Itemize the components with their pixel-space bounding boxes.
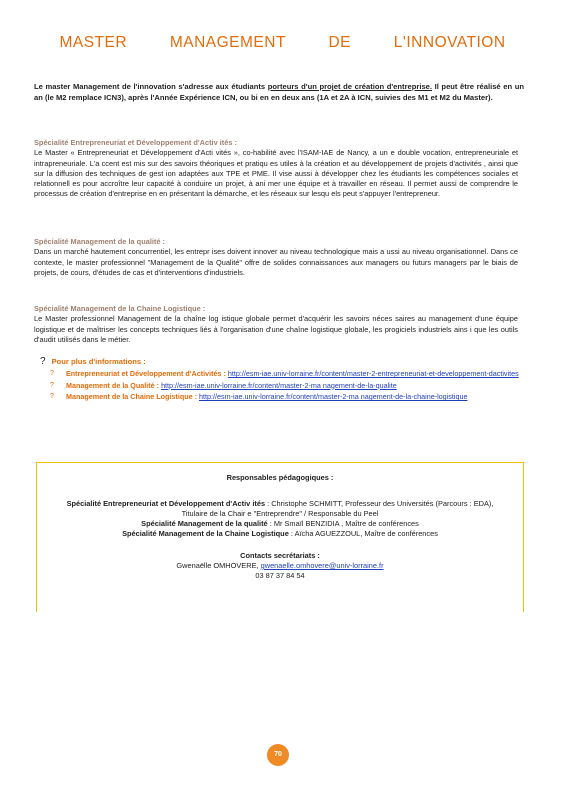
contact-line <box>37 561 523 571</box>
more-info <box>40 356 530 402</box>
responsable-label: Spécialité Entrepreneuriat et Développement d'Activ ités <box>66 499 266 508</box>
responsable-label: Spécialité Management de la Chaine Logistique <box>122 529 289 538</box>
responsable-entry <box>59 519 501 529</box>
intro-text-before: Le master Management de l'innovation s'adresse aux étudiants <box>34 82 268 91</box>
section-body: Dans un marché hautement concurrentiel, les entrepr ises doivent innover au niveau technologique mais a ussi au niveau organisationnel. Dans ce contexte, le master professionnel "Management de la Qualité" offre de solides connaissances aux managers ou futurs managers par le biais de projets, de cours, d'études de cas et d'interventions d'industriels. <box>34 247 518 277</box>
more-info-heading-text: Pour plus d'informations : <box>51 357 146 366</box>
list-item <box>40 381 530 391</box>
link-label: Management de la Chaine Logistique : <box>66 392 197 402</box>
intro-underlined: porteurs d'un projet de création d'entreprise. <box>267 82 433 91</box>
contacts-box <box>36 462 524 612</box>
intro-text-after: Il peut être réalisé en un an (le M2 remplace ICN3), après l'Année Expérience ICN, ou bi en en deux ans (1A et 2A à ICN, suivies des M1 et M2 du Master). <box>34 82 524 102</box>
responsable-text: : Mr Smaïl BENZIDIA , Maître de conférences <box>267 519 419 528</box>
question-icon: ? <box>40 356 46 367</box>
section-body: Le Master professionnel Management de la chaîne log istique globale permet d'acquérir les savoirs néces saires au management d'une équipe logistique et de maîtriser les concepts techniques liés à l'organisation d'une chaîne logistique globale, les progiciels industriels ains i que les outils d'audit utilisés dans le métier. <box>34 314 518 344</box>
bullet-icon: ? <box>50 370 54 377</box>
link-qualite[interactable]: http://esm-iae.univ-lorraine.fr/content/master-2-ma nagement-de-la-qualite <box>161 380 397 390</box>
list-item <box>40 369 530 379</box>
link-logistique[interactable]: http://esm-iae.univ-lorraine.fr/content/master-2-ma nagement-de-la-chaine-logistique <box>199 392 468 402</box>
contact-phone: 03 87 37 84 54 <box>255 571 305 580</box>
responsable-entry <box>59 499 501 519</box>
responsables-list <box>37 499 523 539</box>
link-label: Management de la Qualité : <box>66 380 160 390</box>
link-label: Entrepreneuriat et Développement d'Activités : <box>66 369 226 378</box>
section-heading: Spécialité Management de la qualité : <box>34 237 166 246</box>
contact-name: Gwenaëlle OMHOVERE, <box>176 561 259 570</box>
responsable-text: : Christophe SCHMITT, Professeur des Universités (Parcours : EDA), Titulaire de la Chair e "Entreprendre" / Responsable du Peel <box>181 499 494 518</box>
more-info-heading <box>40 356 530 367</box>
section-logistique <box>34 304 518 345</box>
section-entrepreneuriat <box>34 138 518 200</box>
responsable-label: Spécialité Management de la qualité <box>141 519 268 528</box>
bullet-icon: ? <box>50 381 54 389</box>
section-body: Le Master « Entrepreneuriat et Développement d'Acti vités », co-habilité avec l'ISAM-IAE de Nancy, a un e double vocation, entrepreneuriale et intrapreneuriale. L'a ccent est mis sur des savoirs théoriques et pratiqu es utiles à la création et au développement de projets d'activités , ainsi que sur la diffusion des techniques de gest ion adaptées aux TPE et PME. Il vise aussi à développer chez les étudiants les compétences sociales et relationnell es pour accroître leur capacité à conduire un projet, à ani mer une équipe et à travailler en réseau. Il permet aussi de comprendre le processus de création d'entreprise en en présentant la démarche, et les réseaux sur lesqu els peut s'appuyer l'entrepreneur. <box>34 148 518 199</box>
section-heading: Spécialité Entrepreneuriat et Développement d'Activ ités : <box>34 138 238 147</box>
responsable-text: : Aïcha AGUEZZOUL, Maître de conférences <box>288 529 438 538</box>
list-item <box>40 392 530 402</box>
contacts-title: Contacts secrétariats : <box>240 551 320 560</box>
contact-email-link[interactable]: gwenaelle.omhovere@univ-lorraine.fr <box>260 561 384 570</box>
bullet-icon: ? <box>50 393 54 401</box>
responsable-entry <box>59 529 501 539</box>
link-eda[interactable]: http://esm-iae.univ-lorraine.fr/content/master-2-entrepreneuriat-et-developpement-dactivites <box>227 369 519 378</box>
page-title: MASTER MANAGEMENT DE L'INNOVATION <box>59 34 506 51</box>
intro-paragraph <box>34 82 524 104</box>
section-heading: Spécialité Management de la Chaine Logistique : <box>34 304 206 313</box>
responsables-title: Responsables pédagogiques : <box>226 473 334 482</box>
section-qualite <box>34 237 518 278</box>
page-number: 70 <box>267 744 289 766</box>
